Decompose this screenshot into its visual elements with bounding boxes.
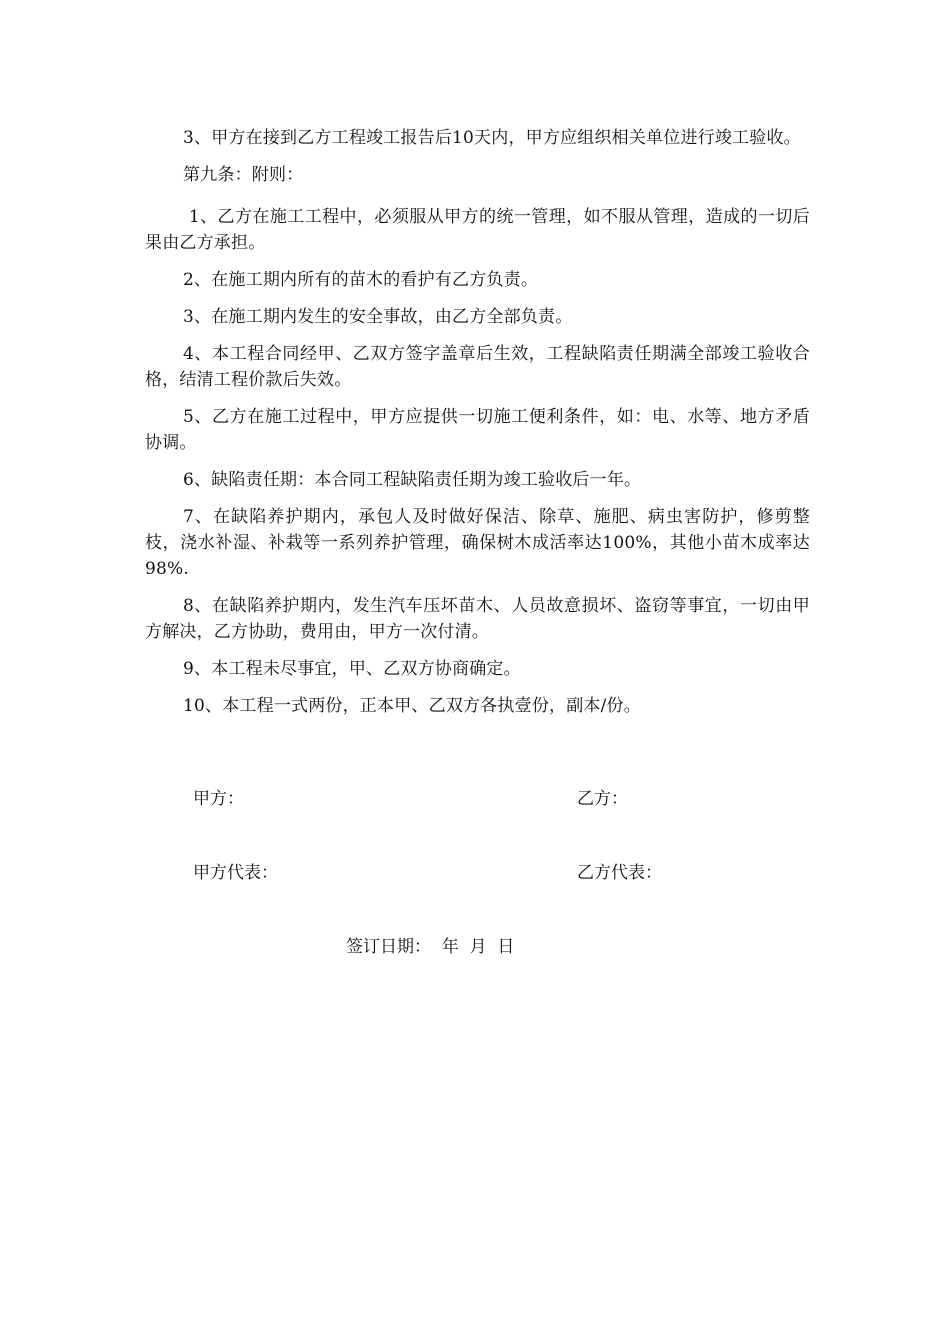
- clause-paragraph: 3、甲方在接到乙方工程竣工报告后10天内，甲方应组织相关单位进行竣工验收。: [183, 128, 801, 148]
- clause-paragraph: 6、缺陷责任期：本合同工程缺陷责任期为竣工验收后一年。: [183, 470, 642, 490]
- clause-paragraph: 5、乙方在施工过程中，甲方应提供一切施工便利条件，如：电、水等、地方矛盾协调。: [145, 407, 810, 453]
- clause-paragraph: 7、在缺陷养护期内，承包人及时做好保洁、除草、施肥、病虫害防护，修剪整枝，浇水补湿、补栽等一系列养护管理，确保树木成活率达100%，其他小苗木成率达98%.: [145, 507, 810, 579]
- signing-date-label: 签订日期： 年 月 日: [346, 937, 515, 957]
- clause-paragraph: 1、乙方在施工工程中，必须服从甲方的统一管理，如不服从管理，造成的一切后果由乙方承担。: [145, 207, 811, 253]
- clause-paragraph: 2、在施工期内所有的苗木的看护有乙方负责。: [183, 270, 539, 290]
- clause-paragraph: 3、在施工期内发生的安全事故，由乙方全部负责。: [183, 307, 573, 327]
- clause-paragraph: 10、本工程一式两份，正本甲、乙双方各执壹份，副本/份。: [183, 696, 641, 716]
- clause-paragraph: 8、在缺陷养护期内，发生汽车压坏苗木、人员故意损坏、盗窃等事宜，一切由甲方解决，乙方协助，费用由，甲方一次付清。: [145, 596, 810, 642]
- party-a-representative-label: 甲方代表：: [193, 863, 278, 883]
- party-b-label: 乙方：: [577, 789, 628, 809]
- party-a-label: 甲方：: [193, 789, 244, 809]
- clause-paragraph: 9、本工程未尽事宜，甲、乙双方协商确定。: [183, 659, 521, 679]
- article-heading: 第九条：附则：: [183, 165, 304, 185]
- contract-clauses: [145, 125, 810, 730]
- clause-paragraph: 4、本工程合同经甲、乙双方签字盖章后生效，工程缺陷责任期满全部竣工验收合格，结清工程价款后失效。: [145, 344, 810, 390]
- party-b-representative-label: 乙方代表：: [577, 863, 662, 883]
